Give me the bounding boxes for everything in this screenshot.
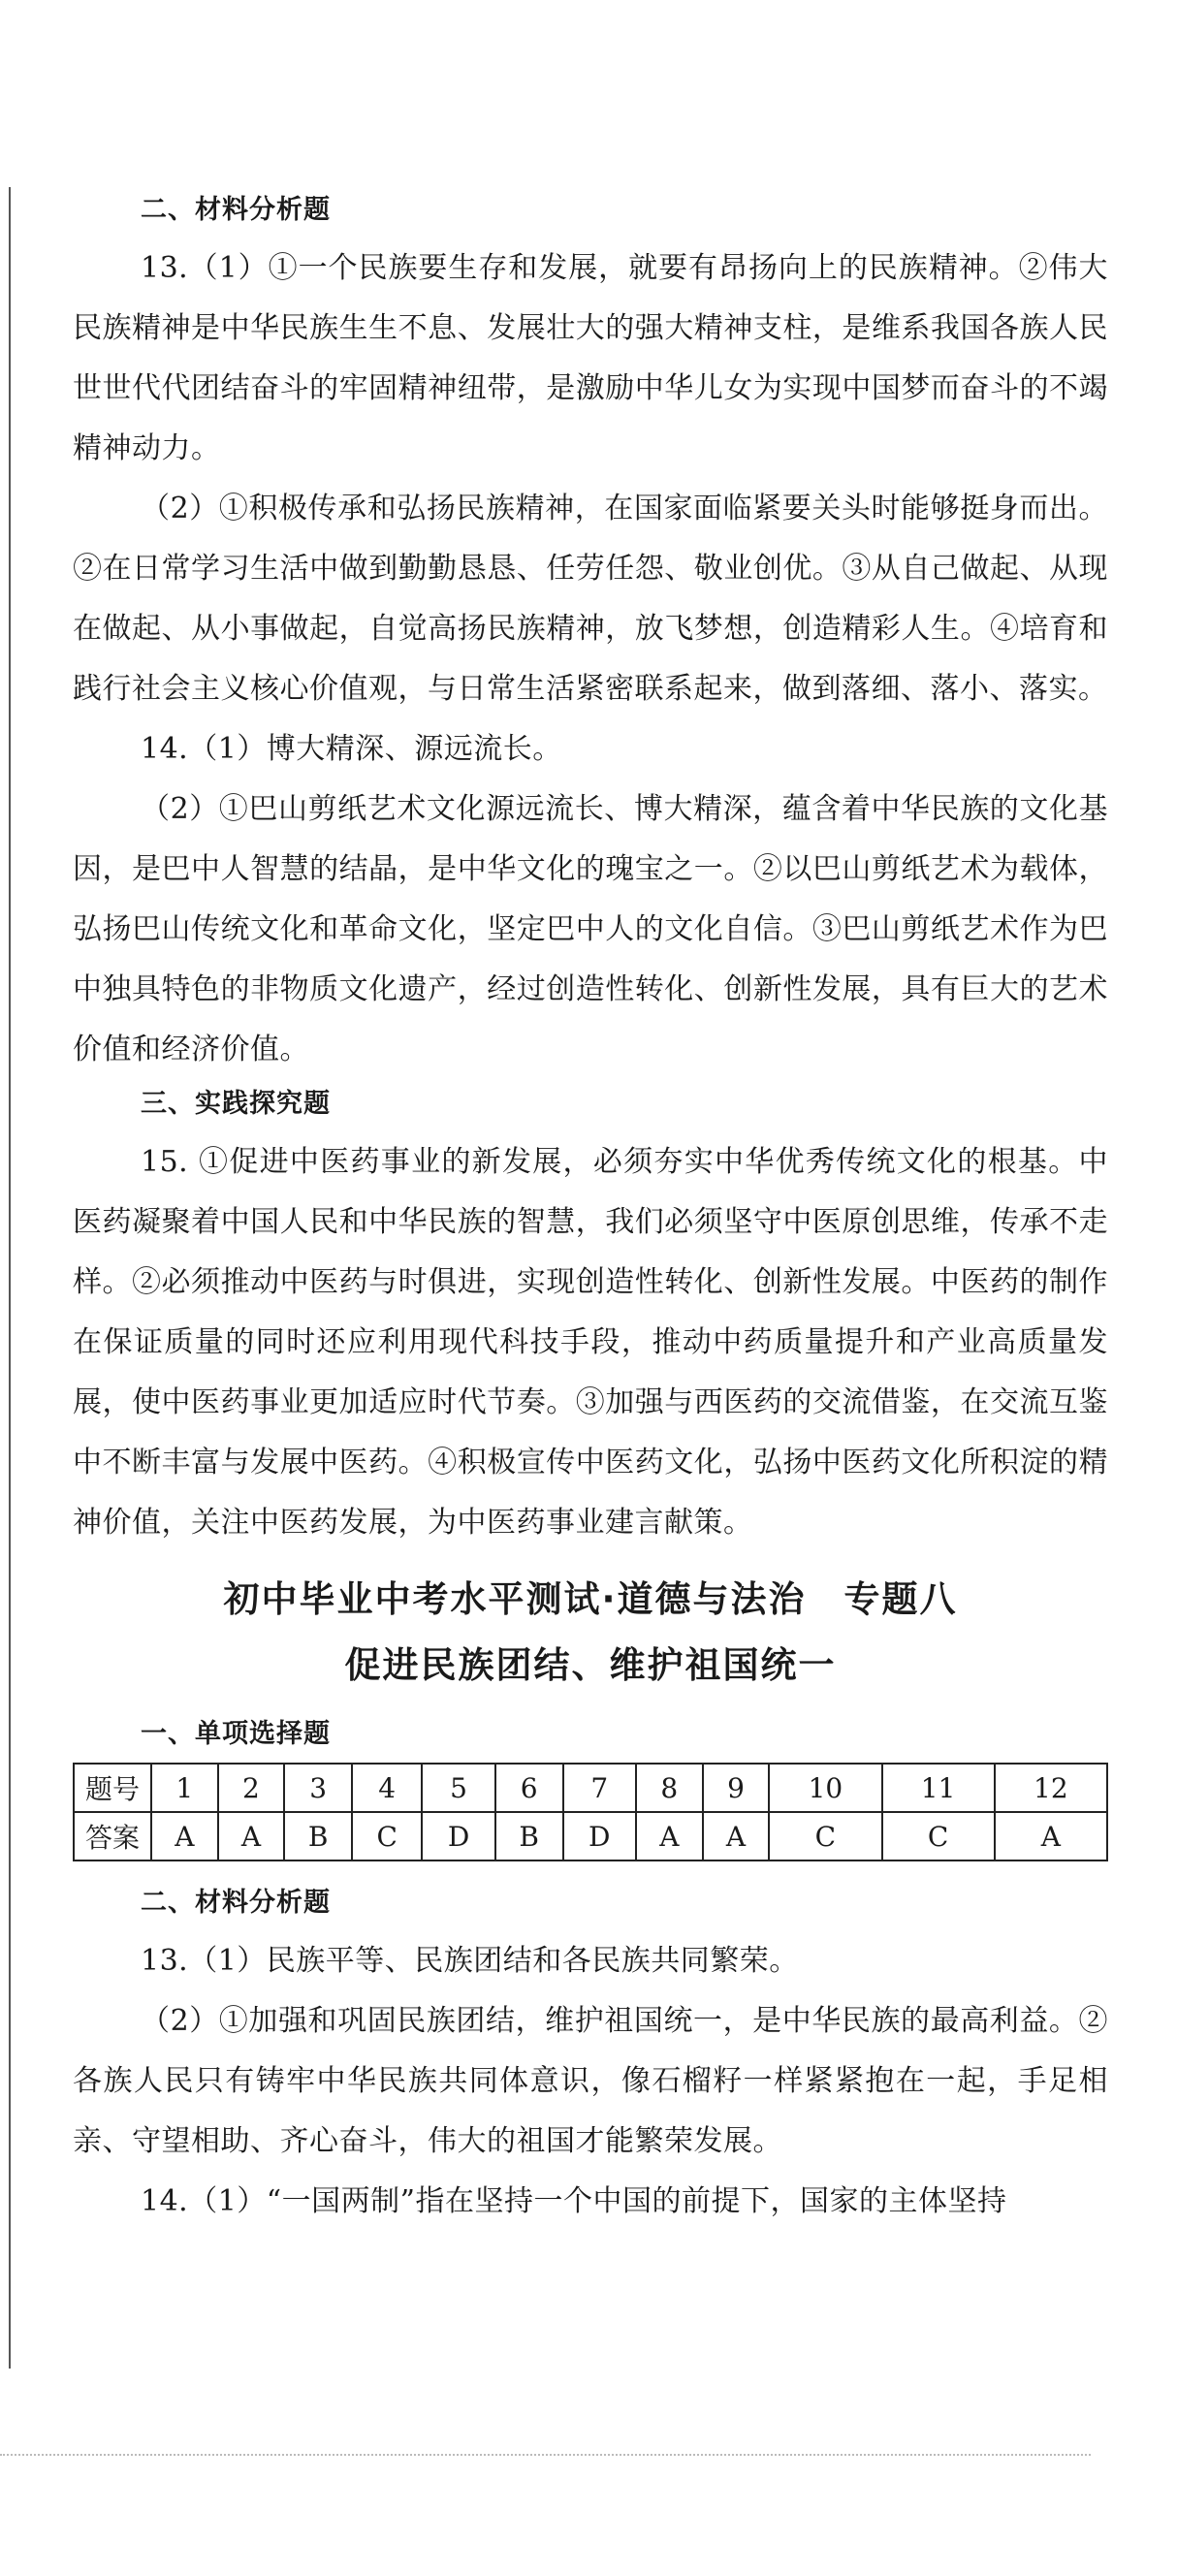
chapter-title-line1: 初中毕业中考水平测试·道德与法治 专题八: [223, 1578, 958, 1620]
answer-cell: A: [636, 1812, 703, 1860]
q14-part1: 14.（1）博大精深、源远流长。: [141, 732, 562, 766]
left-margin-rule: [9, 187, 11, 2369]
q15-answer: 15. ①促进中医药事业的新发展，必须夯实中华优秀传统文化的根基。中医药凝聚着中国人民和中华民族的智慧，我们必须坚守中医原创思维，传承不走样。②必须推动中医药与时俱进，实现创造性转化、创新性发展。中医药的制作在保证质量的同时还应利用现代科技手段，推动中药质量提升和产业高质量发展，使中医药事业更加适应时代节奏。③加强与西医药的交流借鉴，在交流互鉴中不断丰富与发展中医药。④积极宣传中医药文化，弘扬中医药文化所积淀的精神价值，关注中医药发展，为中医药事业建言献策。: [73, 1145, 1108, 1540]
answer-cell: B: [495, 1812, 563, 1860]
q13-part1: 13.（1）①一个民族要生存和发展，就要有昂扬向上的民族精神。②伟大民族精神是中华民族生生不息、发展壮大的强大精神支柱，是维系我国各族人民世世代代团结奋斗的牢固精神纽带，是激励中华儿女为实现中国梦而奋斗的不竭精神动力。: [73, 251, 1108, 465]
q14-part2: （2）①巴山剪纸艺术文化源远流长、博大精深，蕴含着中华民族的文化基因，是巴中人智慧的结晶，是中华文化的瑰宝之一。②以巴山剪纸艺术为载体，弘扬巴山传统文化和革命文化，坚定巴中人的文化自信。③巴山剪纸艺术作为巴中独具特色的非物质文化遗产，经过创造性转化、创新性发展，具有巨大的艺术价值和经济价值。: [73, 792, 1108, 1066]
chapter-title-line2: 促进民族团结、维护祖国统一: [344, 1644, 837, 1686]
section-heading-material-analysis: 二、材料分析题: [141, 195, 331, 225]
question-number-cell: 7: [563, 1764, 636, 1812]
page-content: [73, 186, 1108, 2232]
question-number-cell: 10: [769, 1764, 881, 1812]
question-number-cell: 2: [218, 1764, 285, 1812]
answer-cell: A: [151, 1812, 218, 1860]
answer-cell: A: [218, 1812, 285, 1860]
answer-cell: A: [995, 1812, 1107, 1860]
answer-table-answer-label: 答案: [74, 1812, 151, 1860]
question-number-cell: 11: [882, 1764, 995, 1812]
question-number-cell: 6: [495, 1764, 563, 1812]
answer-table-answer-row: [74, 1812, 1107, 1860]
answer-cell: C: [352, 1812, 422, 1860]
q13-part2: （2）①积极传承和弘扬民族精神，在国家面临紧要关头时能够挺身而出。②在日常学习生活中做到勤勤恳恳、任劳任怨、敬业创优。③从自己做起、从现在做起、从小事做起，自觉高扬民族精神，放飞梦想，创造精彩人生。④培育和践行社会主义核心价值观，与日常生活紧密联系起来，做到落细、落小、落实。: [73, 492, 1108, 706]
question-number-cell: 5: [422, 1764, 494, 1812]
q14b-part1: 14.（1）“一国两制”指在坚持一个中国的前提下，国家的主体坚持: [141, 2184, 1007, 2218]
question-number-cell: 9: [703, 1764, 770, 1812]
answer-table-number-label: 题号: [74, 1764, 151, 1812]
section-heading-material-analysis-2: 二、材料分析题: [141, 1888, 331, 1918]
answer-cell: B: [284, 1812, 352, 1860]
q13b-part1: 13.（1）民族平等、民族团结和各民族共同繁荣。: [141, 1944, 799, 1978]
section-heading-single-choice: 一、单项选择题: [141, 1719, 331, 1749]
answer-cell: C: [769, 1812, 881, 1860]
question-number-cell: 1: [151, 1764, 218, 1812]
question-number-cell: 8: [636, 1764, 703, 1812]
question-number-cell: 4: [352, 1764, 422, 1812]
answer-table-number-row: [74, 1764, 1107, 1812]
answer-cell: D: [422, 1812, 494, 1860]
answer-table: [73, 1763, 1108, 1861]
answer-cell: C: [882, 1812, 995, 1860]
bottom-dotted-rule: [0, 2454, 1091, 2456]
section-heading-practice-inquiry: 三、实践探究题: [141, 1089, 331, 1119]
q13b-part2: （2）①加强和巩固民族团结，维护祖国统一，是中华民族的最高利益。②各族人民只有铸牢中华民族共同体意识，像石榴籽一样紧紧抱在一起，手足相亲、守望相助、齐心奋斗，伟大的祖国才能繁荣发展。: [73, 2004, 1108, 2158]
answer-cell: A: [703, 1812, 770, 1860]
question-number-cell: 3: [284, 1764, 352, 1812]
question-number-cell: 12: [995, 1764, 1107, 1812]
answer-cell: D: [563, 1812, 636, 1860]
